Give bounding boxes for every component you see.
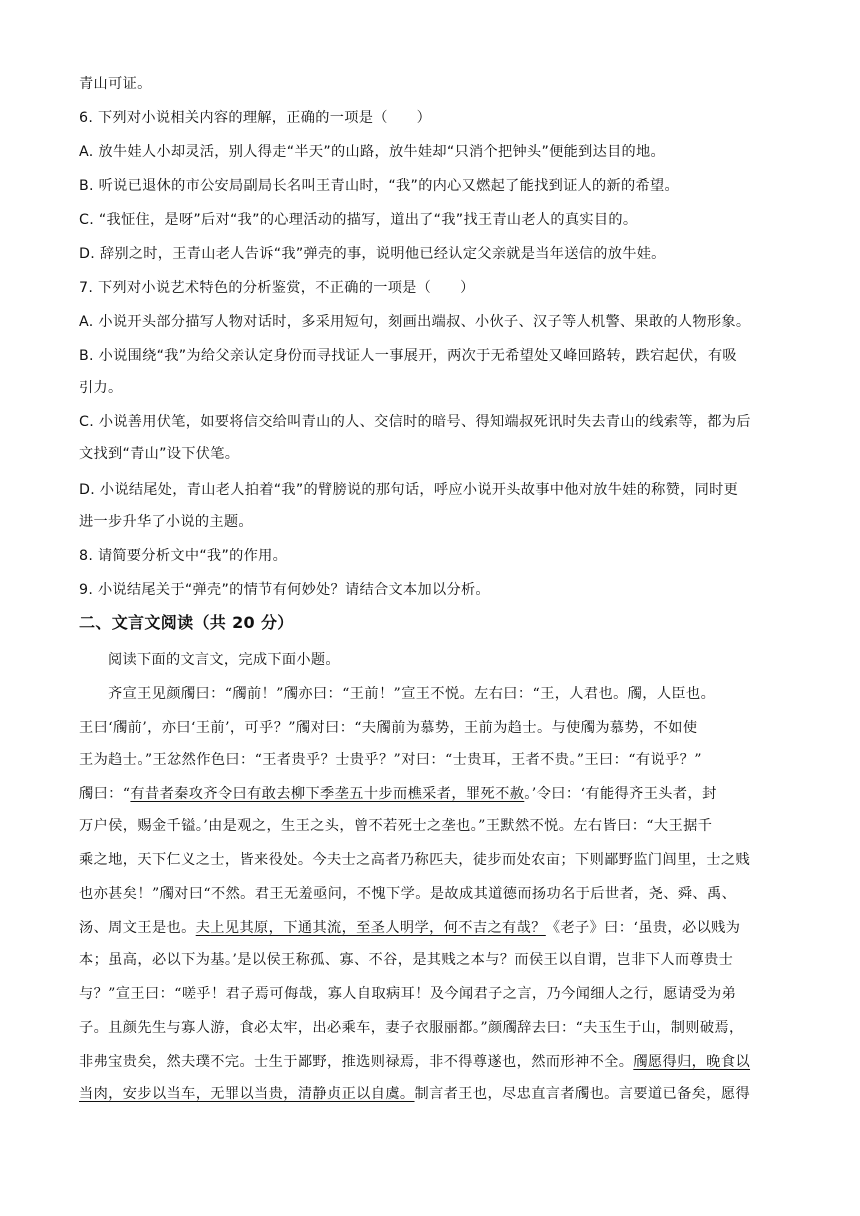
classical-line-9: 本；虽高，必以下为基。’是以侯王称孤、寡、不谷，是其贱之本与？而侯王以自谓，岂非下人而尊贵士 [79,952,734,968]
classical-line-8-start: 汤、周文王是也。 [79,920,196,936]
question-6-option-d: D. 辞别之时，王青山老人告诉“我”弹壳的事，说明他已经认定父亲就是当年送信的放牛娃。 [79,246,666,262]
question-7-option-c-line1: C. 小说善用伏笔，如要将信交给叫青山的人、交信时的暗号、得知端叔死讯时失去青山的线索等，都为后 [79,414,751,430]
classical-line-11: 子。且颜先生与寡人游，食必太牢，出必乘车，妻子衣服丽都。”颜斶辞去曰：“夫玉生于山，制则破焉， [79,1020,744,1036]
classical-line-5: 万户侯，赐金千镒。’由是观之，生王之头，曾不若死士之垄也。”王默然不悦。左右皆曰：“大王据千 [79,818,713,834]
question-6-option-c: C. “我怔住，是呀”后对“我”的心理活动的描写，道出了“我”找王青山老人的真实目的。 [79,212,638,228]
question-7-option-c-line2: 文找到“青山”设下伏笔。 [79,446,240,462]
question-7-option-b-line1: B. 小说围绕“我”为给父亲认定身份而寻找证人一事展开，两次于无希望处又峰回路转，跌宕起伏，有吸 [79,348,737,364]
classical-line-3: 王为趋士。”王忿然作色曰：“王者贵乎？士贵乎？”对曰：“士贵耳，王者不贵。”王曰：“有说乎？” [79,752,702,768]
classical-line-8 [79,918,789,938]
question-6-stem: 6. 下列对小说相关内容的理解，正确的一项是（ ） [79,110,432,126]
question-6-option-b: B. 听说已退休的市公安局副局长名叫王青山时，“我”的内心又燃起了能找到证人的新的希望。 [79,178,679,194]
classical-line-8-end: 《老子》曰：‘虽贵，必以贱为 [545,920,741,936]
question-7-option-d-line1: D. 小说结尾处，青山老人拍着“我”的臂膀说的那句话，呼应小说开头故事中他对放牛娃的称赞，同时更 [79,482,739,498]
classical-line-13-end: 制言者王也，尽忠直言者斶也。言要道已备矣，愿得 [414,1086,751,1102]
underlined-sentence-3-part-1: 斶愿得归，晚食以 [633,1054,751,1070]
classical-line-1: 齐宣王见颜斶曰：“斶前！”斶亦曰：“王前！”宣王不悦。左右曰：“王，人君也。斶，人臣也。 [108,686,716,702]
passage-tail: 青山可证。 [79,76,152,92]
question-7-stem: 7. 下列对小说艺术特色的分析鉴赏，不正确的一项是（ ） [79,280,475,296]
underlined-sentence-3-part-2: 当肉，安步以当车，无罪以当贵，清静贞正以自虞。 [79,1086,415,1102]
question-6-option-a: A. 放牛娃人小却灵活，别人得走“半天”的山路，放牛娃却“只消个把钟头”便能到达目的地。 [79,144,666,160]
classical-line-4 [79,784,789,804]
classical-line-12-start: 非弗宝贵矣，然夫璞不完。士生于鄙野，推选则禄焉，非不得尊遂也，然而形神不全。 [79,1054,634,1070]
underlined-sentence-2: 夫上见其原，下通其流，至圣人明学，何不吉之有哉？ [195,920,546,936]
question-7-option-a: A. 小说开头部分描写人物对话时，多采用短句，刻画出端叔、小伙子、汉子等人机警、果敢的人物形象。 [79,314,751,330]
classical-line-6: 乘之地，天下仁义之士，皆来役处。今夫士之高者乃称匹夫，徒步而处农亩；下则鄙野监门闾里，士之贱 [79,852,751,868]
section-2-title: 二、文言文阅读（共 20 分） [79,613,294,632]
underlined-sentence-1: 有昔者秦攻齐令曰有敢去柳下季垄五十步而樵采者，罪死不赦 [130,786,525,802]
classical-line-12 [79,1052,789,1072]
question-7-option-d-line2: 进一步升华了小说的主题。 [79,514,253,530]
question-8: 8. 请简要分析文中“我”的作用。 [79,548,288,564]
classical-line-10: 与？”宣王曰：“嗟乎！君子焉可侮哉，寡人自取病耳！及今闻君子之言，乃今闻细人之行，愿请受为弟 [79,986,737,1002]
question-7-option-b-line2: 引力。 [79,380,123,396]
classical-line-4-end: 。’令曰：‘有能得齐王头者，封 [524,786,717,802]
section-2-instruction: 阅读下面的文言文，完成下面小题。 [108,652,340,668]
classical-line-4-start: 斶曰：“ [79,786,131,802]
classical-line-7: 也亦甚矣！”斶对曰“不然。君王无羞亟问，不愧下学。是故成其道德而扬功名于后世者，尧、舜、禹、 [79,886,737,902]
classical-line-2: 王曰‘斶前’，亦曰‘王前’，可乎？”斶对曰：“夫斶前为慕势，王前为趋士。与使斶为慕势，不如使 [79,720,698,736]
question-9: 9. 小说结尾关于“弹壳”的情节有何妙处？请结合文本加以分析。 [79,582,490,598]
classical-line-13 [79,1084,789,1104]
